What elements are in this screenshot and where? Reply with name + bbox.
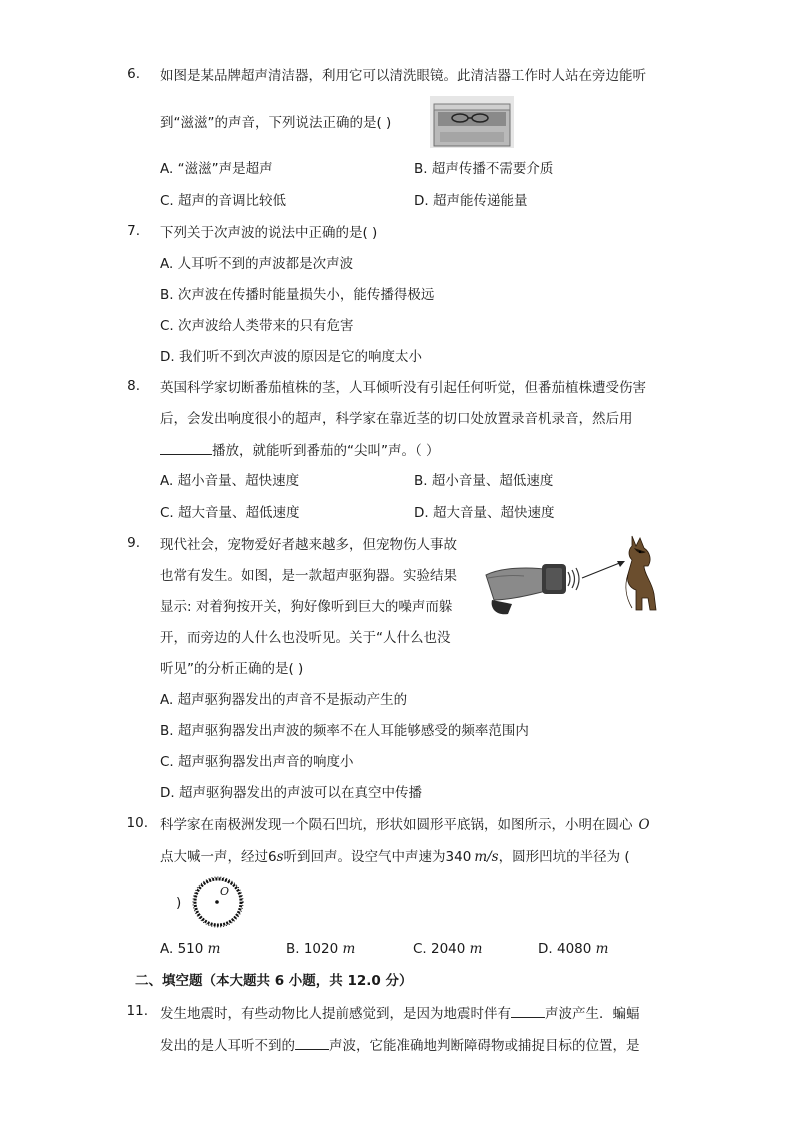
option-a: A. 人耳听不到的声波都是次声波: [160, 256, 354, 272]
question-text: 开，而旁边的人什么也没听见。关于“人什么也没: [160, 630, 451, 646]
ultrasonic-cleaner-image: [430, 96, 514, 148]
answer-blank: [511, 1003, 545, 1018]
option-b: B. 超小音量、超低速度: [414, 473, 554, 489]
question-text: [160, 815, 650, 835]
option-value: D. 4080: [538, 941, 592, 957]
question-text-part: ，圆形凹坑的半径为 (: [498, 849, 630, 865]
question-text-part: 发生地震时，有些动物比人提前感觉到，是因为地震时伴有: [160, 1006, 511, 1022]
option-value: A. 510: [160, 941, 204, 957]
question-text: 后，会发出响度很小的超声，科学家在靠近茎的切口处放置录音机录音，然后用: [160, 411, 633, 427]
option-b: B. 超声传播不需要介质: [414, 161, 554, 177]
question-text: 也常有发生。如图，是一款超声驱狗器。实验结果: [160, 568, 457, 584]
option-d: [538, 939, 608, 959]
answer-blank: [295, 1035, 329, 1050]
option-c: C. 超声驱狗器发出声音的响度小: [160, 754, 354, 770]
question-number: 8.: [127, 378, 140, 394]
question-text-part: 发出的是人耳听不到的: [160, 1038, 295, 1054]
crater-center-label: O: [220, 885, 230, 898]
option-c: C. 次声波给人类带来的只有危害: [160, 318, 354, 334]
question-text: 听见”的分析正确的是( ): [160, 661, 304, 677]
question-number: 10.: [126, 815, 148, 831]
question-text-part: 科学家在南极洲发现一个陨石凹坑，形状如圆形平底锅，如图所示，小明在圆心: [160, 817, 633, 833]
option-a: A. 超声驱狗器发出的声音不是振动产生的: [160, 692, 408, 708]
question-number: 7.: [127, 223, 140, 239]
question-text: 下列关于次声波的说法中正确的是( ): [160, 225, 378, 241]
option-c: C. 超大音量、超低速度: [160, 505, 300, 521]
question-text: 到“滋滋”的声音，下列说法正确的是( ): [160, 115, 392, 131]
option-a: [160, 939, 220, 959]
option-unit: m: [595, 941, 609, 957]
question-text: 英国科学家切断番茄植株的茎，人耳倾听没有引起任何听觉，但番茄植株遭受伤害: [160, 380, 646, 396]
option-d: D. 超声驱狗器发出的声波可以在真空中传播: [160, 785, 422, 801]
question-number: 9.: [127, 535, 140, 551]
question-text: [160, 847, 630, 867]
section-heading: 二、填空题（本大题共 6 小题，共 12.0 分）: [135, 973, 413, 989]
option-value: B. 1020: [286, 941, 339, 957]
point-o-label: O: [638, 817, 650, 833]
option-d: D. 我们听不到次声波的原因是它的响度太小: [160, 349, 422, 365]
question-text-part: 声波产生．蝙蝠: [545, 1006, 640, 1022]
option-a: A. “滋滋”声是超声: [160, 161, 273, 177]
question-text: [160, 440, 440, 461]
question-text-part: 声波，它能准确地判断障碍物或捕捉目标的位置，是: [329, 1038, 640, 1054]
question-number: 6.: [127, 66, 140, 82]
option-c: [413, 939, 482, 959]
question-text: 如图是某品牌超声清洁器，利用它可以清洗眼镜。此清洁器工作时人站在旁边能听: [160, 68, 646, 84]
option-unit: m: [207, 941, 221, 957]
unit-s: s: [276, 849, 284, 865]
unit-m-per-s: m/s: [474, 849, 499, 865]
option-b: B. 超声驱狗器发出声波的频率不在人耳能够感受的频率范围内: [160, 723, 529, 739]
option-b: B. 次声波在传播时能量损失小，能传播得极远: [160, 287, 435, 303]
question-text-part: 点大喊一声，经过6: [160, 849, 277, 865]
option-b: [286, 939, 355, 959]
option-d: D. 超大音量、超快速度: [414, 505, 555, 521]
crater-diagram: [186, 872, 250, 932]
answer-blank: [160, 440, 212, 455]
question-number: 11.: [126, 1003, 148, 1019]
question-text-part: 听到回声。设空气中声速为340: [283, 849, 472, 865]
question-text: [160, 1003, 640, 1024]
question-text: 现代社会，宠物爱好者越来越多，但宠物伤人事故: [160, 537, 457, 553]
question-text: 显示: 对着狗按开关，狗好像听到巨大的噪声而躲: [160, 599, 453, 615]
option-value: C. 2040: [413, 941, 466, 957]
question-text-tail: 播放，就能听到番茄的“尖叫”声。（ ）: [212, 443, 440, 459]
question-text: [160, 1035, 640, 1056]
option-d: D. 超声能传递能量: [414, 193, 528, 209]
question-text-close: ): [176, 895, 182, 911]
option-c: C. 超声的音调比较低: [160, 193, 287, 209]
dog-repeller-image: [482, 530, 660, 630]
option-a: A. 超小音量、超快速度: [160, 473, 300, 489]
option-unit: m: [342, 941, 356, 957]
option-unit: m: [469, 941, 483, 957]
